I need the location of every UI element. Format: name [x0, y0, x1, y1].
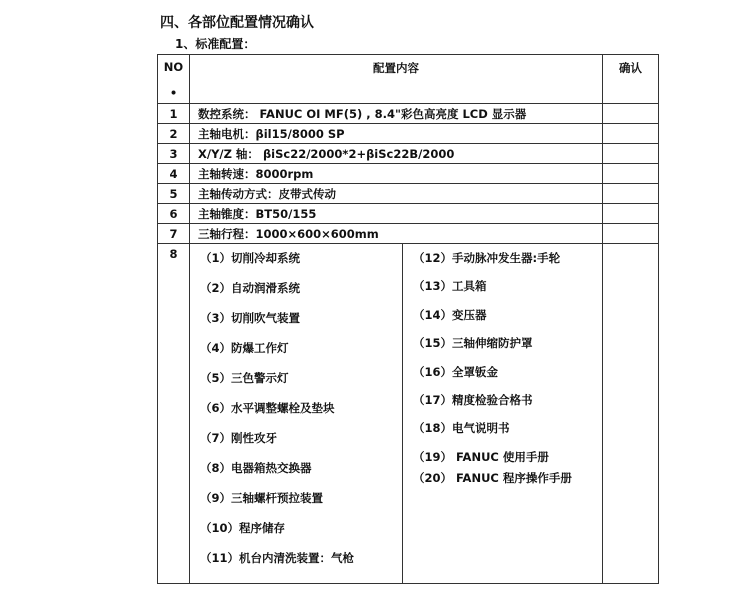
row-number: 7 — [158, 224, 190, 244]
list-item: （8）电器箱热交换器 — [200, 461, 312, 475]
table-row — [158, 224, 659, 244]
list-item: （2）自动润滑系统 — [200, 281, 301, 295]
section-heading: 四、各部位配置情况确认 — [160, 15, 314, 31]
item8-left-list — [190, 244, 402, 578]
row-confirm-cell — [603, 164, 659, 184]
list-item: （7）刚性攻牙 — [200, 431, 278, 445]
row-confirm-cell — [603, 244, 659, 584]
list-item: （16）全罩钣金 — [413, 364, 499, 379]
row-confirm-cell — [603, 204, 659, 224]
list-item: （9）三轴螺杆预拉装置 — [200, 491, 324, 505]
table-row — [158, 164, 659, 184]
row-content: 主轴传动方式：皮带式传动 — [190, 184, 603, 204]
row-confirm-cell — [603, 184, 659, 204]
row-content: 主轴转速：8000rpm — [190, 164, 603, 184]
list-item: （12）手动脉冲发生器:手轮 — [413, 251, 561, 265]
header-no-dot: • — [169, 86, 178, 100]
row-number: 5 — [158, 184, 190, 204]
row-content: 主轴锥度：BT50/155 — [190, 204, 603, 224]
item8-right-list — [403, 244, 602, 496]
item8-right-cell — [403, 244, 603, 584]
list-item: （3）切削吹气装置 — [200, 311, 301, 325]
row-content: 数控系统： FANUC OI MF(5) , 8.4"彩色高亮度 LCD 显示器 — [190, 104, 603, 124]
row-number: 4 — [158, 164, 190, 184]
item8-left-cell — [190, 244, 403, 584]
row-confirm-cell — [603, 124, 659, 144]
header-confirm: 确认 — [603, 55, 659, 104]
table-row — [158, 204, 659, 224]
row-confirm-cell — [603, 144, 659, 164]
list-item: （14）变压器 — [413, 307, 487, 322]
row-confirm-cell — [603, 104, 659, 124]
row-number: 8 — [158, 244, 190, 584]
row-number: 2 — [158, 124, 190, 144]
table-row — [158, 104, 659, 124]
list-item: （4）防爆工作灯 — [200, 341, 289, 355]
header-content: 配置内容 — [190, 55, 603, 104]
subsection-heading: 1、标准配置： — [175, 37, 256, 51]
row-content: 三轴行程：1000×600×600mm — [190, 224, 603, 244]
list-item: （11）机台内清洗装置：气枪 — [200, 551, 355, 565]
row-number: 6 — [158, 204, 190, 224]
list-item: （19） FANUC 使用手册 — [413, 449, 549, 464]
list-item: （13）工具箱 — [413, 279, 487, 294]
header-no-label: NO — [163, 60, 184, 74]
row-number: 1 — [158, 104, 190, 124]
list-item: （1）切削冷却系统 — [200, 251, 301, 265]
row-content: 主轴电机：βil15/8000 SP — [190, 124, 603, 144]
list-item: （5）三色警示灯 — [200, 371, 289, 385]
list-item: （20） FANUC 程序操作手册 — [413, 470, 572, 485]
list-item: （6）水平调整螺栓及垫块 — [200, 401, 335, 415]
row-number: 3 — [158, 144, 190, 164]
header-no — [158, 55, 190, 104]
row-confirm-cell — [603, 224, 659, 244]
list-item: （10）程序储存 — [200, 521, 286, 535]
config-table — [157, 54, 659, 584]
table-row — [158, 144, 659, 164]
table-row — [158, 184, 659, 204]
table-row — [158, 124, 659, 144]
table-header-row — [158, 55, 659, 104]
row-content: X/Y/Z 轴： βiSc22/2000*2+βiSc22B/2000 — [190, 144, 603, 164]
table-row-item-8 — [158, 244, 659, 584]
list-item: （15）三轴伸缩防护罩 — [413, 336, 533, 351]
list-item: （18）电气说明书 — [413, 421, 510, 436]
list-item: （17）精度检验合格书 — [413, 392, 533, 407]
